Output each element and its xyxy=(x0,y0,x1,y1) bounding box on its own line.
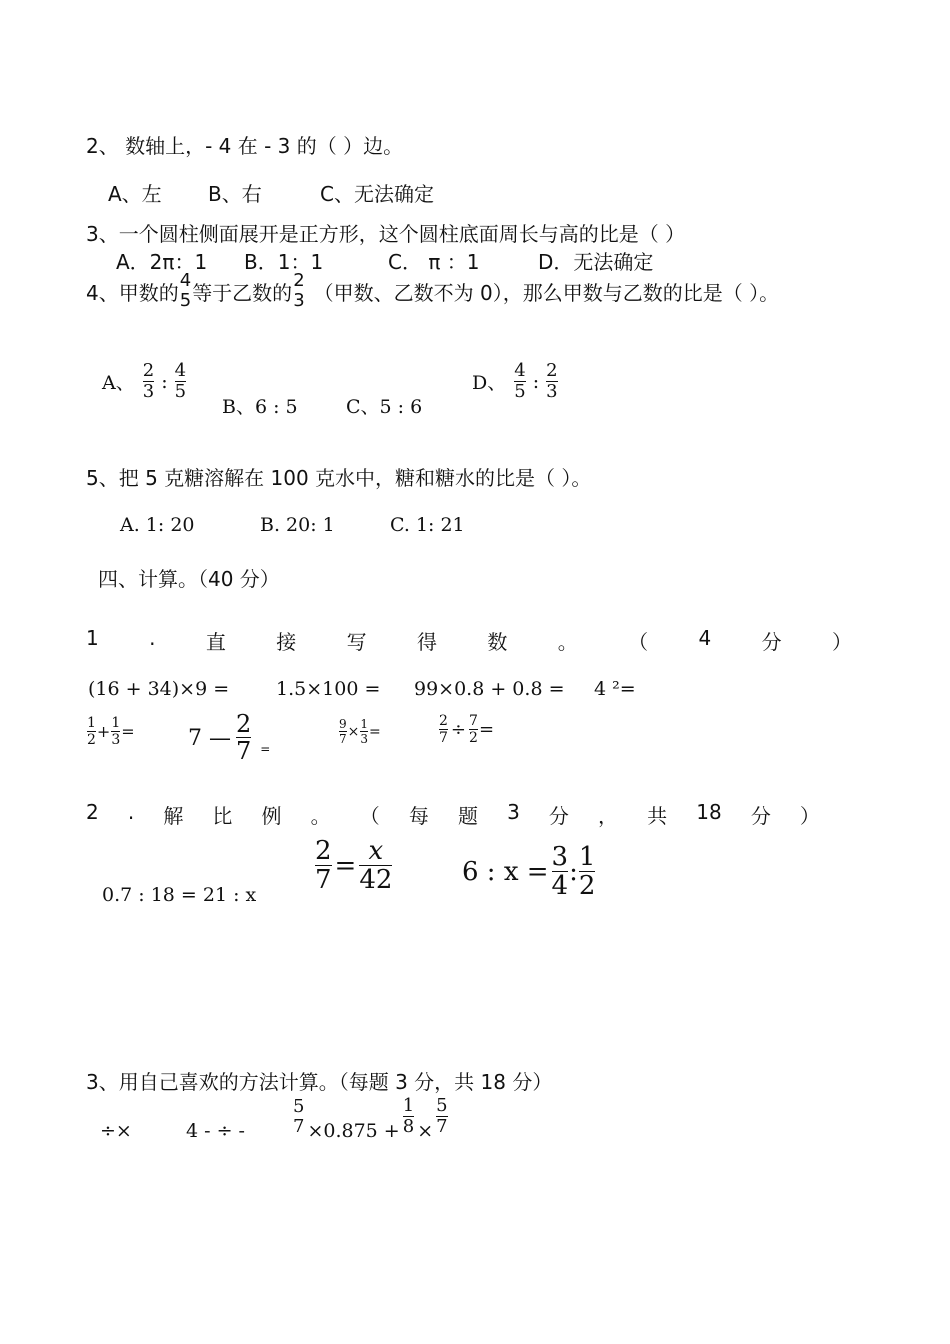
calc-1-expr-6: 7 — $\frac{2}{7}$ = xyxy=(188,710,271,766)
calc-3-expr-3: 5 7 ×0.875 + $\frac{1}{8}$ × $\frac{5}{7}$ xyxy=(293,1095,448,1142)
calc-1-expr-2: 1.5×100 = xyxy=(276,678,381,700)
question-5-option-c: C. 1: 21 xyxy=(390,514,465,536)
calc-1-expr-3: 99×0.8 + 0.8 = xyxy=(414,678,565,700)
fraction-four-fifths: 4 5 xyxy=(179,270,192,311)
fraction: 1 2 xyxy=(87,715,96,748)
fraction: $\frac{1}{3}$ xyxy=(111,715,121,748)
question-3-option-a: A．2π：1 xyxy=(116,250,208,274)
question-4-option-d: D、 4 5 : 2 3 xyxy=(472,360,558,402)
fraction: 4 5 xyxy=(514,360,526,402)
fraction: 2 3 xyxy=(142,360,155,402)
calc-1-expr-5: 1 2 + $\frac{1}{3}$ = xyxy=(87,715,135,748)
fraction: $\frac{2}{7}$ xyxy=(439,713,448,746)
calc-1-expr-4: 4 ²= xyxy=(594,678,636,700)
question-5-stem: 5、把 5 克糖溶解在 100 克水中，糖和糖水的比是（ ）。 xyxy=(86,466,592,490)
calc-1-expr-1: (16 + 34)×9 = xyxy=(88,678,230,700)
question-4-part2: 等于乙数的 xyxy=(192,280,293,305)
question-4-part1: 4、甲数的 xyxy=(86,280,179,305)
question-5-option-b: B. 20: 1 xyxy=(260,514,335,536)
question-4-option-c: C、5 : 6 xyxy=(346,396,423,418)
fraction: $\frac{1}{3}$ xyxy=(360,717,369,746)
calc-3-expr-1: ÷× xyxy=(100,1120,132,1142)
fraction: $\frac{x}{42}$ xyxy=(359,836,393,896)
question-4-option-a: A、 2 3 : 4 5 xyxy=(102,360,187,402)
calc-1-title: 1 . 直 接 写 得 数 。 （ 4 分 ） xyxy=(86,626,852,654)
fraction: 5 7 xyxy=(293,1095,305,1137)
proportion-3: 6 : x = $\frac{3}{4}$ : 1 2 xyxy=(462,842,596,902)
calc-1-expr-7: $\frac{9}{7}$ × $\frac{1}{3}$ = xyxy=(339,717,381,746)
question-2-option-b: B、右 xyxy=(208,182,262,206)
question-3-option-c: C． π ：1 xyxy=(388,250,480,274)
fraction: $\frac{7}{2}$ xyxy=(469,713,478,746)
question-4-part3: （甲数、乙数不为 0），那么甲数与乙数的比是（ ）。 xyxy=(313,280,780,305)
calc-3-expr-2: 4 - ÷ - xyxy=(186,1120,245,1142)
calc-2-title: 2 . 解 比 例 。 （ 每 题 3 分 ， 共 18 分 ） xyxy=(86,800,820,828)
question-5-option-a: A. 1: 20 xyxy=(120,514,195,536)
fraction: 1 2 xyxy=(578,842,596,902)
fraction: $\frac{1}{8}$ xyxy=(402,1095,415,1137)
question-4-option-b: B、6 : 5 xyxy=(222,396,298,418)
question-2-option-a: A、左 xyxy=(108,182,162,206)
proportion-1: 0.7 : 18 = 21 : x xyxy=(102,884,257,906)
calc-3-title: 3、用自己喜欢的方法计算。（每题 3 分，共 18 分） xyxy=(86,1070,553,1094)
fraction: 2 3 xyxy=(546,360,558,402)
question-4-stem xyxy=(86,272,779,311)
fraction: $\frac{2}{7}$ xyxy=(236,710,252,766)
section-4-title: 四、计算。（40 分） xyxy=(98,567,280,591)
question-3-option-b: B．1：1 xyxy=(244,250,324,274)
proportion-2: $\frac{2}{7}$ = $\frac{x}{42}$ xyxy=(315,836,393,896)
question-2-option-c: C、无法确定 xyxy=(320,182,434,206)
fraction: $\frac{9}{7}$ xyxy=(339,717,347,746)
fraction: 4 5 xyxy=(174,360,187,402)
fraction: $\frac{3}{4}$ xyxy=(551,842,569,902)
fraction: $\frac{2}{7}$ xyxy=(315,836,332,896)
fraction: $\frac{5}{7}$ xyxy=(436,1095,448,1137)
question-2-stem: 2、 数轴上，- 4 在 - 3 的（ ）边。 xyxy=(86,134,404,158)
question-3-option-d: D．无法确定 xyxy=(538,250,654,274)
question-3-stem: 3、一个圆柱侧面展开是正方形，这个圆柱底面周长与高的比是（ ） xyxy=(86,222,686,246)
fraction-two-thirds: 2 3 xyxy=(293,270,305,311)
calc-1-expr-8: $\frac{2}{7}$ ÷ $\frac{7}{2}$ = xyxy=(439,713,495,746)
